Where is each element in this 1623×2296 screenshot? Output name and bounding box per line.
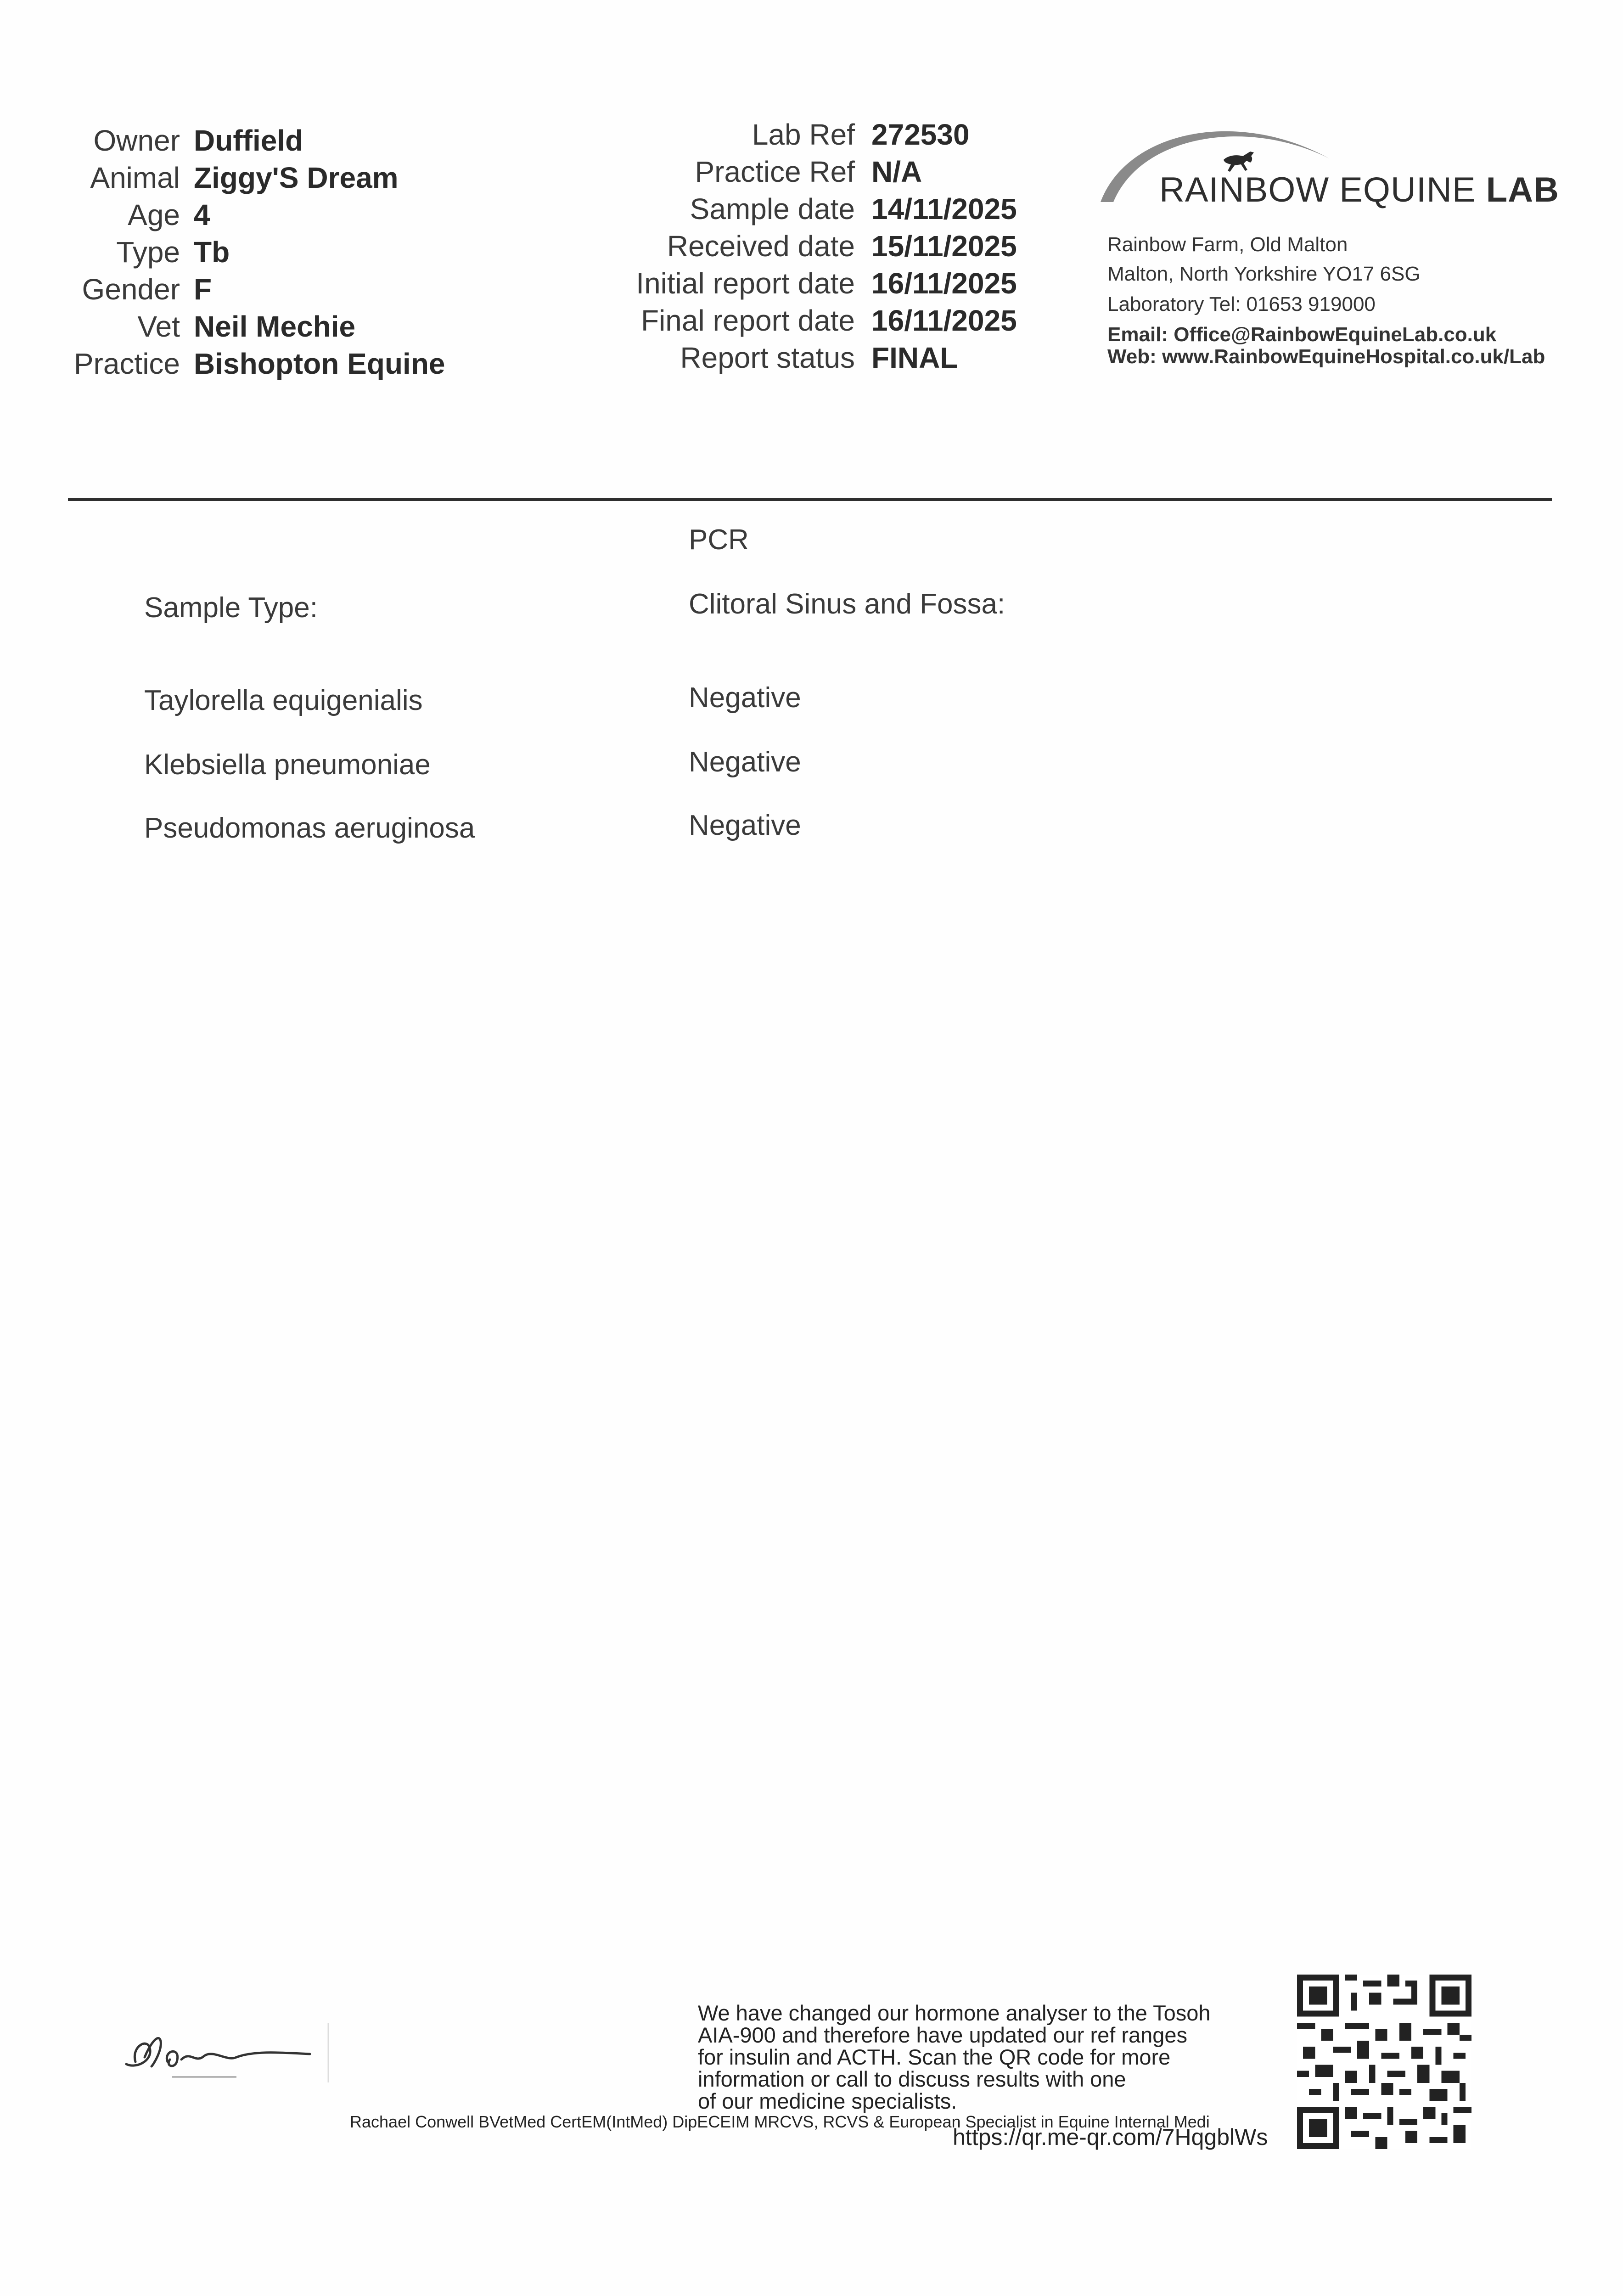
organism-name: Taylorella equigenialis xyxy=(144,685,423,716)
report-status-label: Report status xyxy=(680,341,855,374)
sample-type-label: Sample Type: xyxy=(144,592,318,624)
practice-ref-label: Practice Ref xyxy=(695,155,855,188)
initial-report-date-row xyxy=(592,264,1017,302)
galloping-horse-icon xyxy=(1224,152,1254,172)
type-label: Type xyxy=(116,235,180,269)
notice-line: We have changed our hormone analyser to the Tosoh xyxy=(698,2001,1211,2025)
practice-label: Practice xyxy=(73,347,180,380)
type-row xyxy=(64,233,445,270)
notice-line: information or call to discuss results with one xyxy=(698,2067,1126,2091)
test-method: PCR xyxy=(689,524,749,556)
result-row xyxy=(144,812,1062,849)
vet-label: Vet xyxy=(137,310,180,343)
result-row xyxy=(144,748,1062,785)
header-divider xyxy=(68,498,1552,501)
type-value: Tb xyxy=(194,235,230,269)
animal-label: Animal xyxy=(90,161,180,194)
owner-value: Duffield xyxy=(194,124,303,157)
final-report-date-label: Final report date xyxy=(640,304,855,337)
initial-report-date-label: Initial report date xyxy=(636,266,855,300)
animal-row xyxy=(64,159,445,196)
gender-value: F xyxy=(194,272,212,306)
practice-value: Bishopton Equine xyxy=(194,347,445,380)
patient-details xyxy=(64,122,445,382)
practice-row xyxy=(64,345,445,382)
notice-line: of our medicine specialists. xyxy=(698,2089,957,2113)
animal-value: Ziggy'S Dream xyxy=(194,161,399,194)
vet-value: Neil Mechie xyxy=(194,310,356,343)
practice-ref-value: N/A xyxy=(871,155,922,188)
practice-ref-row xyxy=(592,153,1017,190)
lab-ref-row xyxy=(592,116,1017,153)
received-date-label: Received date xyxy=(667,229,855,263)
initial-report-date-value: 16/11/2025 xyxy=(871,266,1017,300)
address-line-2: Malton, North Yorkshire YO17 6SG xyxy=(1107,263,1421,285)
age-label: Age xyxy=(128,198,180,231)
organism-result: Negative xyxy=(689,746,801,778)
received-date-row xyxy=(592,227,1017,264)
age-value: 4 xyxy=(194,198,210,231)
owner-label: Owner xyxy=(93,124,180,157)
organism-result: Negative xyxy=(689,810,801,841)
sample-date-row xyxy=(592,190,1017,227)
final-report-date-value: 16/11/2025 xyxy=(871,304,1017,337)
notice-line: for insulin and ACTH. Scan the QR code for more xyxy=(698,2045,1171,2069)
logo-name-regular: RAINBOW EQUINE xyxy=(1159,170,1486,209)
address-line-1: Rainbow Farm, Old Malton xyxy=(1107,233,1348,256)
qr-code[interactable] xyxy=(1297,1975,1471,2149)
report-status-row xyxy=(592,339,1017,376)
received-date-value: 15/11/2025 xyxy=(871,229,1017,263)
lab-website: Web: www.RainbowEquineHospital.co.uk/Lab xyxy=(1107,345,1545,368)
organism-name: Klebsiella pneumoniae xyxy=(144,749,431,781)
logo-wordmark xyxy=(1159,170,1559,210)
lab-details xyxy=(592,116,1017,376)
qr-url[interactable]: https://qr.me-qr.com/7HqgblWs xyxy=(953,2124,1268,2150)
notice-line: AIA-900 and therefore have updated our ref ranges xyxy=(698,2023,1188,2047)
gender-label: Gender xyxy=(82,272,180,306)
final-report-date-row xyxy=(592,302,1017,339)
sample-date-label: Sample date xyxy=(690,192,855,225)
handwritten-signature xyxy=(117,2018,337,2087)
signatory-credentials: Rachael Conwell BVetMed CertEM(IntMed) DipECEIM MRCVS, RCVS & European Specialist in Equine Internal Medi xyxy=(350,2112,1210,2131)
logo-name-bold: LAB xyxy=(1486,170,1559,209)
organism-name: Pseudomonas aeruginosa xyxy=(144,812,475,844)
result-row xyxy=(144,684,1062,721)
gender-row xyxy=(64,270,445,308)
lab-email: Email: Office@RainbowEquineLab.co.uk xyxy=(1107,323,1497,346)
lab-telephone: Laboratory Tel: 01653 919000 xyxy=(1107,293,1376,315)
vet-row xyxy=(64,308,445,345)
report-status-value: FINAL xyxy=(871,341,958,374)
owner-row xyxy=(64,122,445,159)
age-row xyxy=(64,196,445,233)
organism-result: Negative xyxy=(689,682,801,714)
analyser-notice xyxy=(698,2002,1211,2112)
sample-date-value: 14/11/2025 xyxy=(871,192,1017,225)
lab-ref-value: 272530 xyxy=(871,118,970,151)
lab-ref-label: Lab Ref xyxy=(752,118,855,151)
sample-type-value: Clitoral Sinus and Fossa: xyxy=(689,588,1005,620)
